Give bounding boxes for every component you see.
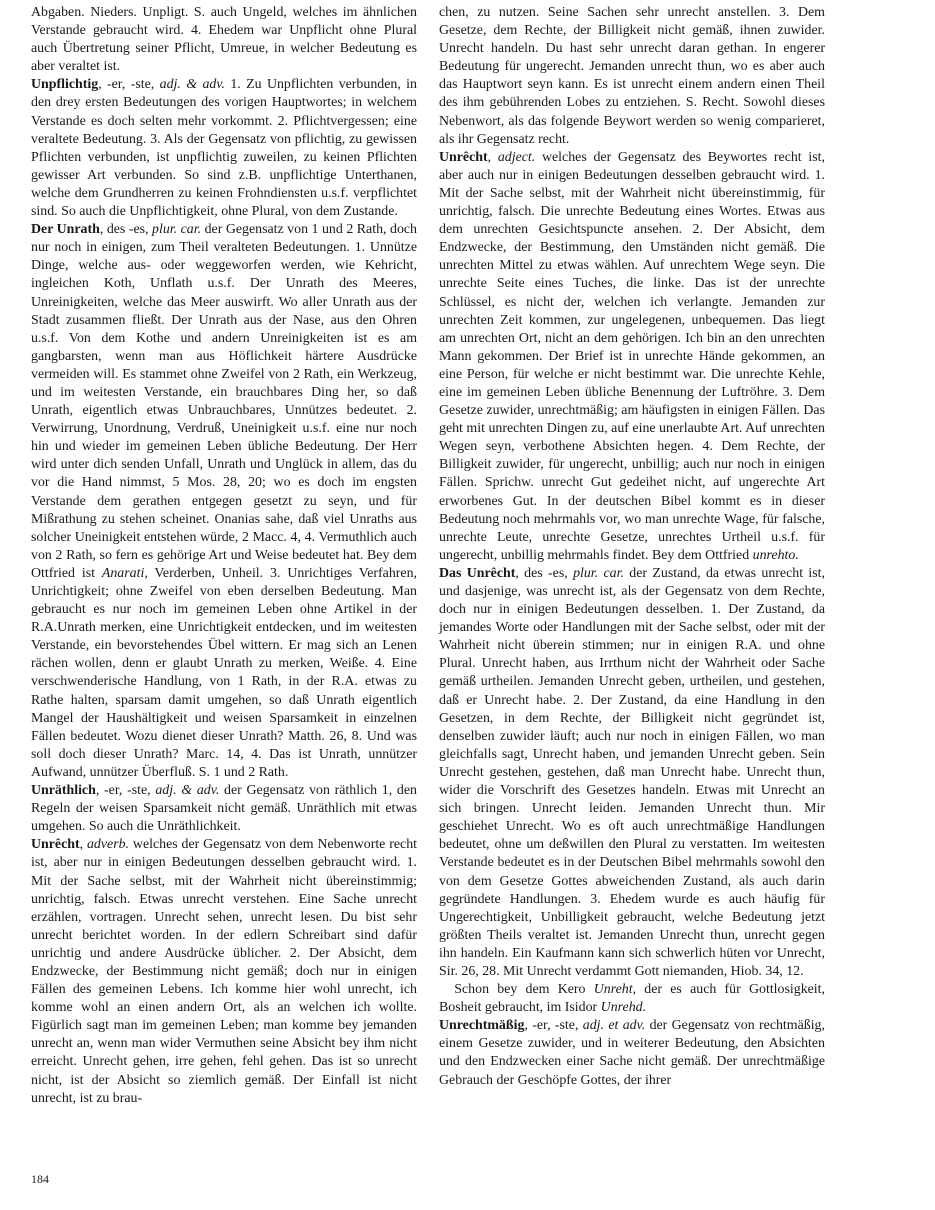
entry-text: der Zustand, da etwas unrecht ist, und dasjenige, was unrecht ist, als der Gegensatz von dem Rechte, doch nur in einigen Bedeutungen desselben. 1. Der Zustand, da jemandes Worte oder Handlungen mit der Sache selbst, oder mit der Wahrheit nicht überein stimmen; nur in einigen R.A. und ohne Plural. Unrecht haben, aus Irrthum nicht der Wahrheit oder Sache gemäß urtheilen. Jemanden Unrecht geben, urtheilen, und gestehen, daß er Unrecht habe. 2. Der Zustand, da eine Handlung in den Gesetzen, in dem Rechte, der Billigkeit nicht gegründet ist, denselben zuwider läuft; auch nur noch in einigen Fällen, wo man gleichfalls sagt, Unrecht haben, und jemanden Unrecht geben. Sein Unrecht gestehen, gestehen, daß man Unrecht habe. Unrecht thun, wider die Vorschrift des Gesetzes handeln. Etwas mit Unrecht an sich bringen. Unrecht leiden. Jemanden Unrecht thun. Mir geschiehet Unrecht. Wo es oft auch unrechtmäßige Handlungen bedeutet, ohne um deßwillen den Plural zu verstatten. Im weitesten Verstande bedeutet es in der Deutschen Bibel mehrmahls sowohl den von dem Gesetze Gottes abweichenden Zustand, als auch darin gegründete Handlungen. 3. Ehedem wurde es auch häufig für Ungerechtigkeit, Unbilligkeit gebraucht, welche Bedeutung jetzt größten Theils veraltet ist. Jemanden Unrecht thun, unrecht gegen ihn handeln. Ein Kaufmann kann sich schwerlich hüten vor Unrecht, Sir. 26, 28. Mit Unrecht verdammt Gott niemanden, Hiob. 34, 12. (439, 565, 825, 979)
headword: Der Unrath (31, 222, 100, 238)
page-number: 184 (31, 1172, 49, 1186)
grammar-label: adverb. (86, 837, 130, 853)
headword: Unräthlich (31, 783, 96, 799)
entry-paragraph (31, 76, 417, 221)
right-column (439, 4, 825, 1090)
grammar-label: plur. car. (152, 222, 202, 238)
entry-text: , des -es, (515, 565, 574, 581)
entry-text: der es auch für Gottlosigkeit, Bosheit gebraucht, im Isidor (439, 982, 826, 1016)
entry-text: , -er, -ste, (524, 1018, 583, 1034)
entry-paragraph (439, 981, 825, 1017)
entry-paragraph (31, 221, 417, 782)
grammar-label: Anarati, (101, 565, 148, 581)
entry-text: , des -es, (99, 222, 153, 238)
entry-text: 1. Zu Unpflichten verbunden, in den drey ersten Bedeutungen des vorigen Hauptwortes; in welchem Verstande es doch selten mehr vorkommt. 2. Pflichtvergessen; eine veraltete Bedeutung. 3. Als der Gegensatz von pflichtig, zu gewissen Pflichten verbunden, ist unpflichtig zuweilen, zu keinen Pflichten gewisser Art verbunden. So sind z.B. unpflichtige Unterthanen, welche dem Grundherren zu keinen Frohndiensten u.s.f. verpflichtet sind. So auch die Unpflichtigkeit, ohne Plural, von dem Zustande. (31, 77, 417, 220)
headword: Unrêcht (31, 837, 80, 853)
headword: Unrêcht (439, 149, 488, 165)
entry-paragraph (439, 565, 825, 981)
entry-text: der Gegensatz von 1 und 2 Rath, doch nur noch in einigen, zum Theil veralteten Bedeutungen. 1. Unnütze Dinge, welche aus- oder weggeworfen werden, wie Kehricht, ingleichen Koth, Unflath u.s.f. Der Unrath des Meeres, Unreinigkeiten, welche das Meer auswirft. Wo aller Unrath aus der Stadt zusammen fließt. Der Unrath aus der Nase, aus den Ohren u.s.f. Von dem Kothe und andern Unreinigkeiten ist es am gangbarsten, wenn man aus Höflichkeit härtere Ausdrücke vermeiden will. Es stammet ohne Zweifel von 2 Rath, ein Werkzeug, und im weitesten Verstande, ein brauchbares Ding her, so daß Unrath, eigentlich etwas Unbrauchbares, Unnützes bedeutet. 2. Verwirrung, Unordnung, Verdruß, Uneinigkeit u.s.f. eine nur noch hin und wieder im gemeinen Leben übliche Bedeutung. Der Herr wird unter dich senden Unfall, Unrath und Unglück in allem, das du vor die Hand nimmst, 5 Mos. 28, 20; wo es doch im engsten Verstande dem gerathen entgegen gesetzt zu seyn, und für Mißrathung zu stehen scheinet. Onanias sahe, daß viel Unraths aus solcher Uneinigkeit entstehen würde, 2 Macc. 4, 4. Vermuthlich auch von 2 Rath, so fern es gehörige Art und Weise bedeutet hat. Bey dem Ottfried ist (31, 222, 417, 581)
entry-paragraph (439, 1017, 825, 1089)
entry-text: der Gegensatz von rechtmäßig, einem Gesetze zuwider, und in weiterer Bedeutung, den Absichten und den Endzwecken einer Sache nicht gemäß. Der unrechtmäßige Gebrauch der Geschöpfe Gottes, der ihrer (439, 1018, 825, 1088)
entry-paragraph (31, 4, 417, 76)
entry-text: Verderben, Unheil. 3. Unrichtiges Verfahren, Unrichtigkeit; ohne Zweifel von eben derselben Bedeutung. Man gebraucht es nur noch im gemeinen Leben ohne Artikel in der R.A.Unrath merken, eine Unrichtigkeit entdecken, und im weitesten Verstande, ein bevorstehendes Übel wittern. Er mag sich an Lenen rächen wollen, denn er glaubt Unrath zu merken, Weiße. 4. Eine verschwenderische Handlung, von 1 Rath, in der R.A. etwas zu Rathe halten, sparsam damit umgehen, so daß Unrath eigentlich Mangel der Haushältigkeit und weisen Sparsamkeit in einzelnen Fällen bedeutet. Wozu dienet dieser Unrath? Matth. 26, 8. Und was soll doch dieser Unrath? Marc. 14, 4. Das ist Unrath, unnützer Aufwand, unnützer Überfluß. S. 1 und 2 Rath. (31, 565, 417, 780)
grammar-label: unrehto. (752, 547, 799, 563)
headword: Unrechtmäßig (439, 1018, 525, 1034)
grammar-label: adj. et adv. (582, 1018, 646, 1034)
grammar-label: Unrehd. (600, 1000, 647, 1016)
grammar-label: adj. & adv. (159, 77, 225, 93)
headword: Das Unrêcht (439, 565, 516, 581)
entry-paragraph (439, 149, 825, 565)
entry-paragraph (439, 4, 825, 149)
entry-text: der Gegensatz von räthlich 1, den Regeln der weisen Sparsamkeit nicht gemäß. Unräthlich mit etwas umgehen. So auch die Unräthlichkeit. (31, 783, 417, 835)
left-column (31, 4, 417, 1108)
entry-text: chen, zu nutzen. Seine Sachen sehr unrecht anstellen. 3. Dem Gesetze, dem Rechte, der Billigkeit nicht gemäß, ihnen zuwider. Unrecht handeln. Du hast sehr unrecht daran gethan. In engerer Bedeutung für ungerecht. Jemanden unrecht thun, wo es aber auch das Hauptwort seyn kann. Es ist unrecht einem andern einen Theil des ihm gebührenden Lobes zu entziehen. S. Recht. Sowohl dieses Nebenwort, als das folgende Beywort werden so wenig comparieret, als ihr Gegensatz recht. (439, 5, 825, 147)
entry-text: , -er, -ste, (95, 783, 156, 799)
entry-text: welches der Gegensatz von dem Nebenworte recht ist, aber nur in einigen Bedeutungen desselben gebraucht wird. 1. Mit der Sache selbst, mit der Wahrheit nicht übereinstimmig; unrichtig, falsch. Etwas unrecht verstehen. Eine Sache unrecht erzählen, vortragen. Unrecht sehen, unrecht lesen. Du bist sehr unrecht berichtet worden. In der edlern Schreibart sind dafür unrichtig und andere Ausdrücke üblicher. 2. Der Absicht, dem Endzwecke, der Bestimmung nicht gemäß; doch nur in einigen Fällen des gemeinen Lebens. Ich komme hier wohl unrecht, ich komme wohl an einen andern Ort, als an welchen ich wollte. Figürlich sagt man im gemeinen Leben; man komme bey jemanden unrecht an, wenn man wider Vermuthen seine Absicht bey ihm nicht erreicht. Unrecht gehen, irre gehen, fehl gehen. Das ist so unrecht nicht, ist der Absicht so ziemlich gemäß. Der Einfall ist nicht unrecht, ist zu brau- (31, 837, 417, 1106)
entry-text: welches der Gegensatz des Beywortes recht ist, aber auch nur in einigen Bedeutungen desselben gebraucht wird. 1. Mit der Sache selbst, mit der Wahrheit nicht übereinstimmig, für unrichtig, falsch. Die unrechte Bedeutung eines Wortes. Etwas aus dem unrechten Gesichtspuncte ansehen. 2. Der Absicht, dem Endzwecke, der Bestimmung, den Umständen nicht gemäß. Die unrechten Mittel zu etwas wählen. Auf unrechtem Wege seyn. Die unrechte Seite eines Tuches, die linke. Das ist der unrechte Schlüssel, es nicht der, welchen ich verlangte. Jemanden zur unrechten Zeit kommen, zur ungelegenen, unbequemen. Das liegt am unrechten Ort, nicht an dem gehörigen. Ich bin an den unrechten Mann gekommen. Der Brief ist in unrechte Hände gekommen, an eine Person, für welche er nicht bestimmt war. Die unrechte Kehle, eine im gemeinen Leben übliche Benennung der Luftröhre. 3. Dem Gesetze zuwider, unrechtmäßig; am häufigsten in einigen Fällen. Das geht mit unrechten Dingen zu, auf eine unerlaubte Art. Auf unrechten Wegen seyn, verbothene Absichten hegen. 4. Dem Rechte, der Billigkeit zuwider, für ungerecht, unbillig; auch nur noch in einigen Fällen. Sprichw. unrecht Gut gedeihet nicht, auf ungerechte Art erworbenes Gut. In der deutschen Bibel kommt es in dieser Bedeutung noch mehrmahls vor, wo man unrechte Wage, für falsche, unrechte Leute, unrechte Gesetze, unrechtes Urtheil u.s.f. für ungerecht, unbillig mehrmahls findet. Bey dem Ottfried (439, 149, 825, 563)
entry-paragraph (31, 836, 417, 1107)
entry-text: , -er, -ste, (98, 77, 160, 93)
entry-text: Schon bey dem Kero (454, 982, 594, 998)
entry-paragraph (31, 782, 417, 836)
grammar-label: plur. car. (573, 565, 624, 581)
headword: Unpflichtig (31, 77, 99, 93)
grammar-label: Unreht, (593, 982, 637, 998)
grammar-label: adject. (497, 149, 536, 165)
grammar-label: adj. & adv. (155, 783, 220, 799)
entry-text: , (487, 149, 498, 165)
entry-text: , (79, 837, 87, 853)
entry-text: Abgaben. Nieders. Unpligt. S. auch Ungeld, welches im ähnlichen Verstande gebraucht wird. 4. Ehedem war Unpflicht ohne Plural auch Übertretung seiner Pflicht, Umreue, in welcher Bedeutung es aber veraltet ist. (31, 5, 417, 75)
